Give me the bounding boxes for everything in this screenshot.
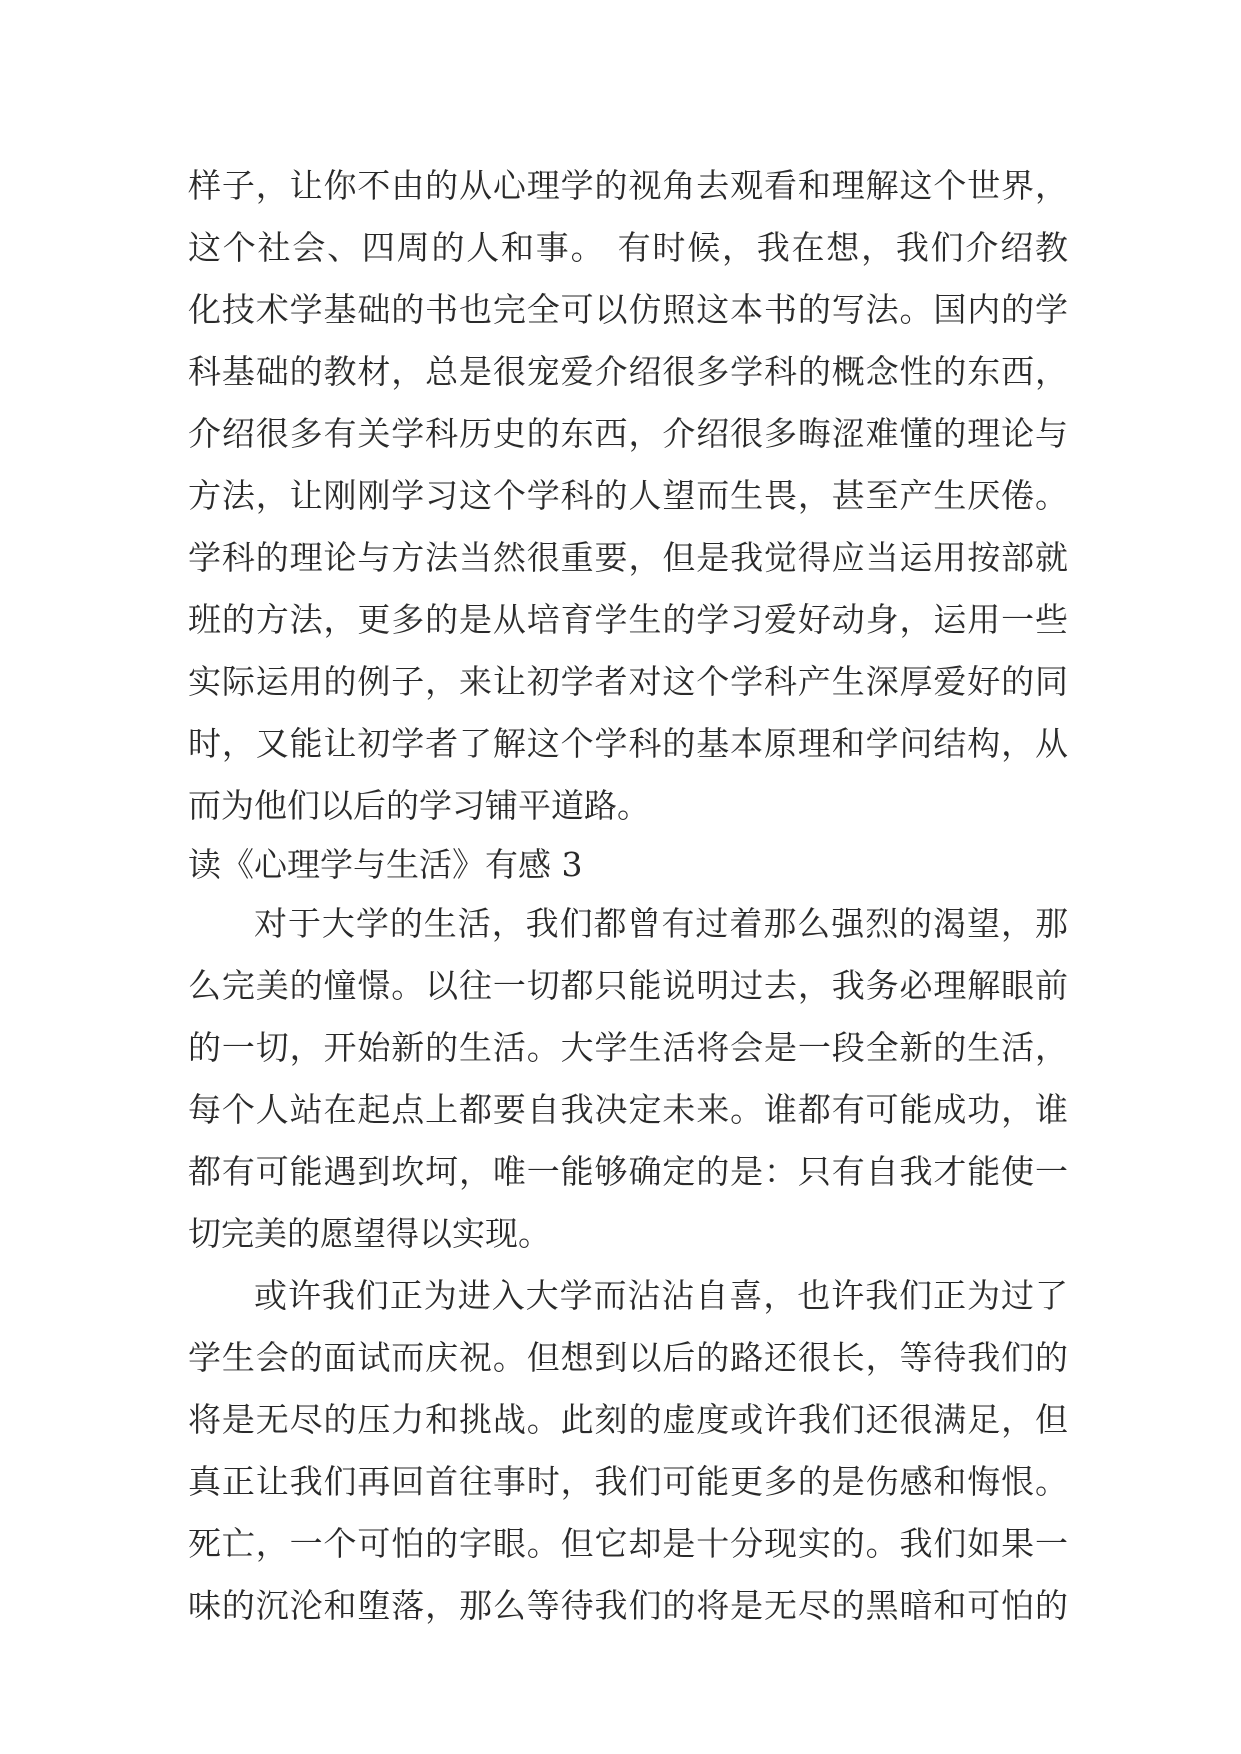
text-line: 化技术学基础的书也完全可以仿照这本书的写法。国内的学 <box>188 290 1068 329</box>
text-line: 介绍很多有关学科历史的东西，介绍很多晦涩难懂的理论与 <box>188 414 1068 453</box>
text-line: 班的方法，更多的是从培育学生的学习爱好动身，运用一些 <box>188 600 1068 639</box>
text-line: 时，又能让初学者了解这个学科的基本原理和学问结构，从 <box>188 724 1068 763</box>
text-line: 将是无尽的压力和挑战。此刻的虚度或许我们还很满足，但 <box>188 1400 1068 1439</box>
text-line: 或许我们正为进入大学而沾沾自喜，也许我们正为过了 <box>254 1276 1068 1315</box>
text-line: 科基础的教材，总是很宠爱介绍很多学科的概念性的东西， <box>188 352 1068 391</box>
text-line: 对于大学的生活，我们都曾有过着那么强烈的渴望，那 <box>254 904 1068 943</box>
text-line: 切完美的愿望得以实现。 <box>188 1214 551 1253</box>
text-line: 而为他们以后的学习铺平道路。 <box>188 786 650 825</box>
text-line: 的一切，开始新的生活。大学生活将会是一段全新的生活， <box>188 1028 1068 1067</box>
text-line: 实际运用的例子，来让初学者对这个学科产生深厚爱好的同 <box>188 662 1068 701</box>
text-line: 味的沉沦和堕落，那么等待我们的将是无尽的黑暗和可怕的 <box>188 1586 1068 1625</box>
text-line: 样子，让你不由的从心理学的视角去观看和理解这个世界， <box>188 166 1068 205</box>
section-heading: 读《心理学与生活》有感 3 <box>188 845 583 884</box>
text-line: 这个社会、四周的人和事。 有时候，我在想，我们介绍教 <box>188 228 1068 267</box>
text-line: 么完美的憧憬。以往一切都只能说明过去，我务必理解眼前 <box>188 966 1068 1005</box>
text-line: 每个人站在起点上都要自我决定未来。谁都有可能成功，谁 <box>188 1090 1068 1129</box>
text-line: 学生会的面试而庆祝。但想到以后的路还很长，等待我们的 <box>188 1338 1068 1377</box>
text-line: 真正让我们再回首往事时，我们可能更多的是伤感和悔恨。 <box>188 1462 1068 1501</box>
text-line: 都有可能遇到坎坷，唯一能够确定的是：只有自我才能使一 <box>188 1152 1068 1191</box>
text-line: 方法，让刚刚学习这个学科的人望而生畏，甚至产生厌倦。 <box>188 476 1068 515</box>
text-line: 学科的理论与方法当然很重要，但是我觉得应当运用按部就 <box>188 538 1068 577</box>
text-line: 死亡，一个可怕的字眼。但它却是十分现实的。我们如果一 <box>188 1524 1068 1563</box>
